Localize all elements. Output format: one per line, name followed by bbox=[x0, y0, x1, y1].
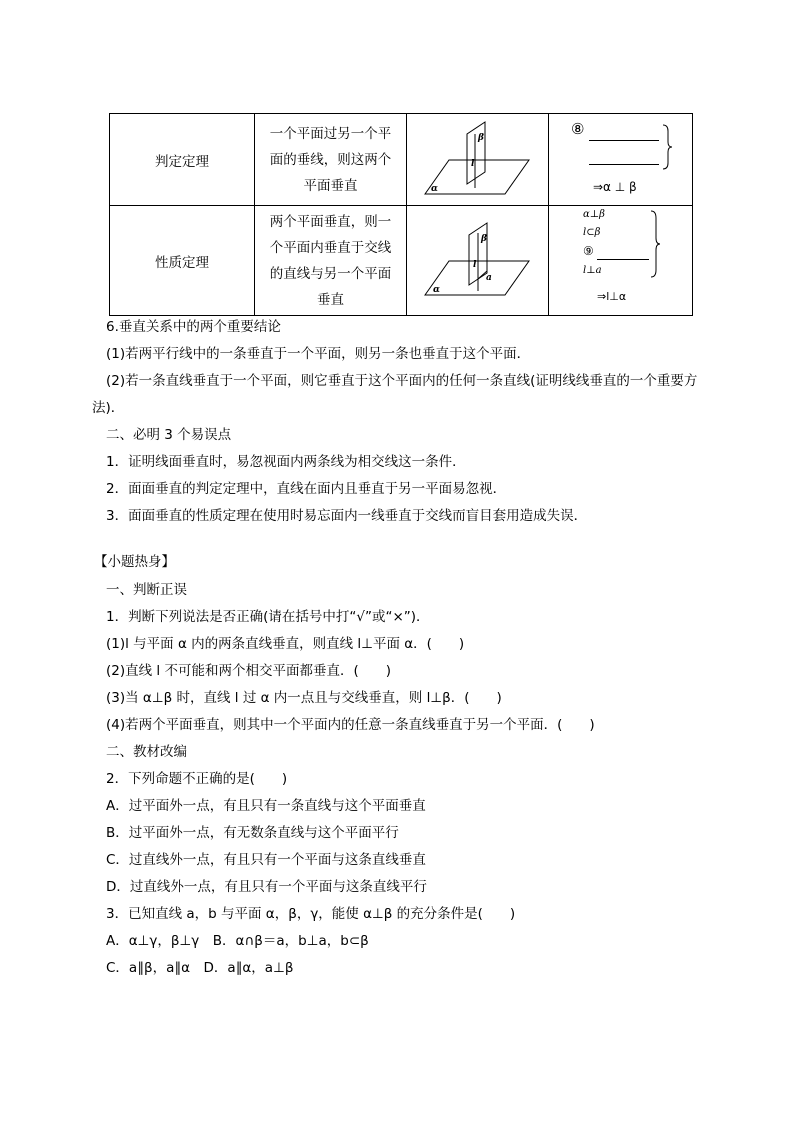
paragraph: (1)若两平行线中的一条垂直于一个平面，则另一条也垂直于这个平面． bbox=[106, 346, 531, 362]
table-row-property bbox=[110, 206, 693, 316]
paragraph: (2)若一条直线垂直于一个平面，则它垂直于这个平面内的任何一条直线(证明线线垂直的一个重要方 bbox=[106, 373, 698, 389]
theorem-description-cell bbox=[255, 114, 407, 206]
table-row-judgment bbox=[110, 114, 693, 206]
right-brace-icon bbox=[649, 210, 661, 278]
warmup-section-title: 【小题热身】 bbox=[94, 554, 175, 570]
symbol-cell bbox=[549, 206, 693, 316]
fill-blank bbox=[597, 259, 649, 260]
perpendicular-planes-figure bbox=[423, 118, 533, 202]
description-line: 两个平面垂直，则一 bbox=[269, 213, 392, 230]
option: A．α⊥γ，β⊥γ B．α∩β＝a，b⊥a，b⊂β bbox=[106, 933, 369, 949]
figure-cell bbox=[407, 114, 549, 206]
paragraph: 2．面面垂直的判定定理中，直线在面内且垂直于另一平面易忽视． bbox=[106, 481, 507, 497]
theorem-name: 性质定理 bbox=[155, 254, 209, 271]
paragraph: 1．证明线面垂直时，易忽视面内两条线为相交线这一条件． bbox=[106, 454, 466, 470]
condition-line: l⊥a bbox=[583, 265, 602, 276]
perpendicular-planes-figure bbox=[423, 219, 533, 303]
theorem-table bbox=[109, 113, 693, 316]
option: B．过平面外一点，有无数条直线与这个平面平行 bbox=[106, 825, 399, 841]
question-item: (4)若两个平面垂直，则其中一个平面内的任意一条直线垂直于另一个平面．( ) bbox=[106, 717, 595, 733]
theorem-name-cell bbox=[110, 206, 255, 316]
fill-blank bbox=[589, 140, 659, 141]
fill-blank bbox=[589, 164, 659, 165]
question: 3．已知直线 a，b 与平面 α，β，γ，能使 α⊥β 的充分条件是( ) bbox=[106, 906, 516, 922]
theorem-name-cell bbox=[110, 114, 255, 206]
question-item: (1)l 与平面 α 内的两条直线垂直，则直线 l⊥平面 α．( ) bbox=[106, 636, 465, 652]
figure-label-beta: β bbox=[477, 132, 484, 143]
conclusion: ⇒α ⊥ β bbox=[593, 180, 637, 194]
figure-cell bbox=[407, 206, 549, 316]
description-line: 的直线与另一个平面 bbox=[269, 265, 392, 282]
right-brace-icon bbox=[661, 124, 673, 170]
description-line: 垂直 bbox=[317, 291, 344, 308]
condition-line: l⊂β bbox=[583, 227, 601, 238]
option: C．过直线外一点，有且只有一个平面与这条直线垂直 bbox=[106, 852, 426, 868]
theorem-description-cell bbox=[255, 206, 407, 316]
conclusion: ⇒l⊥α bbox=[597, 290, 627, 303]
condition-line: α⊥β bbox=[583, 209, 605, 220]
description-line: 个平面内垂直于交线 bbox=[269, 239, 392, 256]
paragraph: 3．面面垂直的性质定理在使用时易忘面内一线垂直于交线而盲目套用造成失误． bbox=[106, 508, 588, 524]
figure-label-a: a bbox=[485, 272, 492, 283]
description-line: 一个平面过另一个平 bbox=[269, 125, 392, 142]
circled-number-9: ⑨ bbox=[583, 244, 594, 258]
figure-label-alpha: α bbox=[430, 183, 438, 194]
question-item: (3)当 α⊥β 时，直线 l 过 α 内一点且与交线垂直，则 l⊥β．( ) bbox=[106, 690, 502, 706]
question: 2．下列命题不正确的是( ) bbox=[106, 771, 288, 787]
figure-label-l: l bbox=[470, 158, 474, 169]
description-line: 平面垂直 bbox=[303, 177, 358, 194]
option: C．a∥β，a∥α D．a∥α，a⊥β bbox=[106, 960, 294, 976]
textbook-section-title: 二、教材改编 bbox=[106, 744, 187, 760]
symbol-cell bbox=[549, 114, 693, 206]
section-6-title: 6.垂直关系中的两个重要结论 bbox=[106, 319, 281, 335]
description-line: 面的垂线，则这两个 bbox=[269, 151, 392, 168]
judge-section-title: 一、判断正误 bbox=[106, 582, 187, 598]
mistakes-section-title: 二、必明 3 个易误点 bbox=[106, 427, 232, 443]
theorem-name: 判定定理 bbox=[155, 153, 209, 170]
figure-label-l: l bbox=[472, 259, 476, 270]
option: D．过直线外一点，有且只有一个平面与这条直线平行 bbox=[106, 879, 427, 895]
figure-label-beta: β bbox=[480, 233, 487, 244]
figure-label-alpha: α bbox=[432, 284, 440, 295]
circled-number-8: ⑧ bbox=[571, 120, 585, 138]
option: A．过平面外一点，有且只有一条直线与这个平面垂直 bbox=[106, 798, 426, 814]
paragraph: 法)． bbox=[92, 400, 125, 416]
question-item: (2)直线 l 不可能和两个相交平面都垂直．( ) bbox=[106, 663, 391, 679]
question: 1．判断下列说法是否正确(请在括号中打“√”或“×”)． bbox=[106, 609, 430, 625]
